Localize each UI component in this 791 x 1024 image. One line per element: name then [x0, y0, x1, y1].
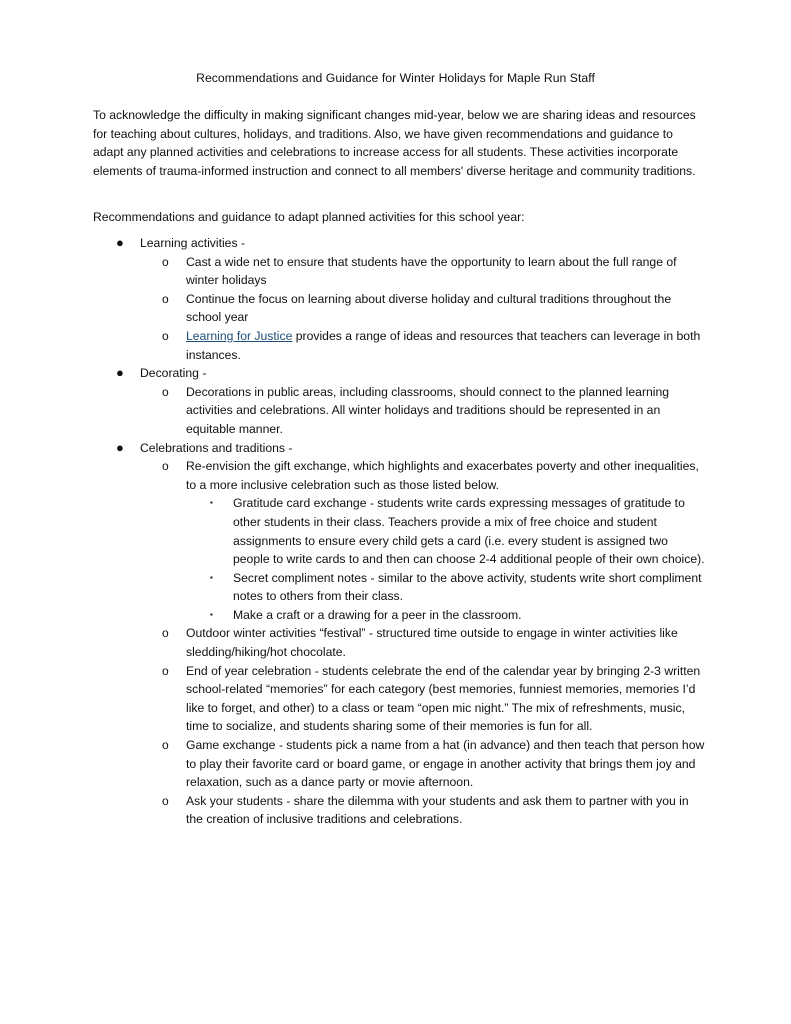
- list-item-text: Continue the focus on learning about diverse holiday and cultural traditions throughout the school year: [186, 291, 672, 325]
- intro-paragraph: To acknowledge the difficulty in making significant changes mid-year, below we are sharing ideas and resources for teaching about cultures, holidays, and traditions. Also, we have given recommendations and guidance to adapt any planned activities and celebrations to increase access for all students. These activities incorporate elements of trauma-informed instruction and connect to all members' diverse heritage and community traditions.: [93, 108, 696, 178]
- recommendations-lead: Recommendations and guidance to adapt planned activities for this school year:: [93, 210, 525, 224]
- bullet-icon: o: [162, 291, 169, 306]
- bullet-icon: ●: [116, 439, 124, 455]
- list-item: [0, 290, 706, 327]
- bullet-icon: o: [162, 384, 169, 399]
- list-item: [0, 736, 706, 792]
- square-bullet-icon: ▪: [210, 498, 213, 508]
- section-decorating: [0, 364, 791, 383]
- list-item: [0, 327, 706, 364]
- document-title: Recommendations and Guidance for Winter Holidays for Maple Run Staff: [196, 71, 595, 85]
- recommendations-list: [0, 234, 791, 829]
- sub-list-item: [0, 569, 706, 606]
- bullet-icon: o: [162, 254, 169, 269]
- section-heading: Learning activities -: [140, 236, 245, 250]
- list-item-text: Ask your students - share the dilemma with your students and ask them to partner with you in the creation of inclusive traditions and celebrations.: [186, 793, 689, 827]
- sub-list-item: [0, 494, 706, 568]
- learning-for-justice-link[interactable]: Learning for Justice: [186, 328, 293, 343]
- bullet-icon: o: [162, 793, 169, 808]
- sub-list-item-text: Secret compliment notes - similar to the above activity, students write short compliment notes to others from their class.: [233, 570, 702, 604]
- section-heading: Celebrations and traditions -: [140, 440, 293, 455]
- bullet-icon: ●: [116, 235, 124, 250]
- list-item-text: End of year celebration - students celebrate the end of the calendar year by bringing 2-3 written school-related “memories” for each category (best memories, funniest memories, memories I’d like to forget, and other) to a class or team “open mic night.” The mix of refreshments, music, time to socialize, and students sharing some of their memories is fun for all.: [186, 663, 701, 734]
- section-celebrations: [0, 439, 791, 458]
- list-item-text: Decorations in public areas, including classrooms, should connect to the planned learning activities and celebrations. All winter holidays and traditions should be represented in an equitable manner.: [186, 384, 670, 436]
- list-item: [0, 792, 706, 829]
- list-item-text: Outdoor winter activities “festival” - structured time outside to engage in winter activities like sledding/hiking/hot chocolate.: [186, 626, 678, 660]
- list-item-text: provides a range of ideas and resources that teachers can leverage in both instances.: [186, 328, 701, 362]
- bullet-icon: o: [162, 738, 169, 753]
- list-item-text: Re-envision the gift exchange, which highlights and exacerbates poverty and other inequalities, to a more inclusive celebration such as those listed below.: [186, 459, 699, 492]
- sub-list-item-text: Gratitude card exchange - students write cards expressing messages of gratitude to other students in their class. Teachers provide a mix of free choice and student assignments to ensure every child gets a card (i.e. every student is assigned two people to write cards to and then can choose 2-4 additional people of their own choice).: [233, 496, 705, 567]
- section-heading: Decorating -: [140, 366, 207, 381]
- list-item: [0, 383, 706, 439]
- list-item: [0, 253, 706, 290]
- list-item: [0, 457, 706, 494]
- bullet-icon: o: [162, 328, 169, 343]
- list-item-text: Game exchange - students pick a name from a hat (in advance) and then teach that person how to play their favorite card or board game, or engage in another activity that brings them joy and relaxation, such as a dance party or movie afternoon.: [186, 738, 705, 790]
- square-bullet-icon: ▪: [210, 609, 213, 619]
- list-item: [0, 624, 706, 661]
- bullet-icon: o: [162, 626, 169, 641]
- list-item: [0, 662, 706, 736]
- bullet-icon: o: [162, 663, 169, 678]
- sub-list-item-text: Make a craft or a drawing for a peer in the classroom.: [233, 607, 522, 622]
- bullet-icon: ●: [116, 365, 124, 381]
- square-bullet-icon: ▪: [210, 572, 213, 582]
- list-item-text: Cast a wide net to ensure that students have the opportunity to learn about the full range of winter holidays: [186, 254, 677, 288]
- section-learning-activities: [0, 234, 791, 253]
- sub-list-item: [0, 606, 706, 625]
- bullet-icon: o: [162, 459, 169, 474]
